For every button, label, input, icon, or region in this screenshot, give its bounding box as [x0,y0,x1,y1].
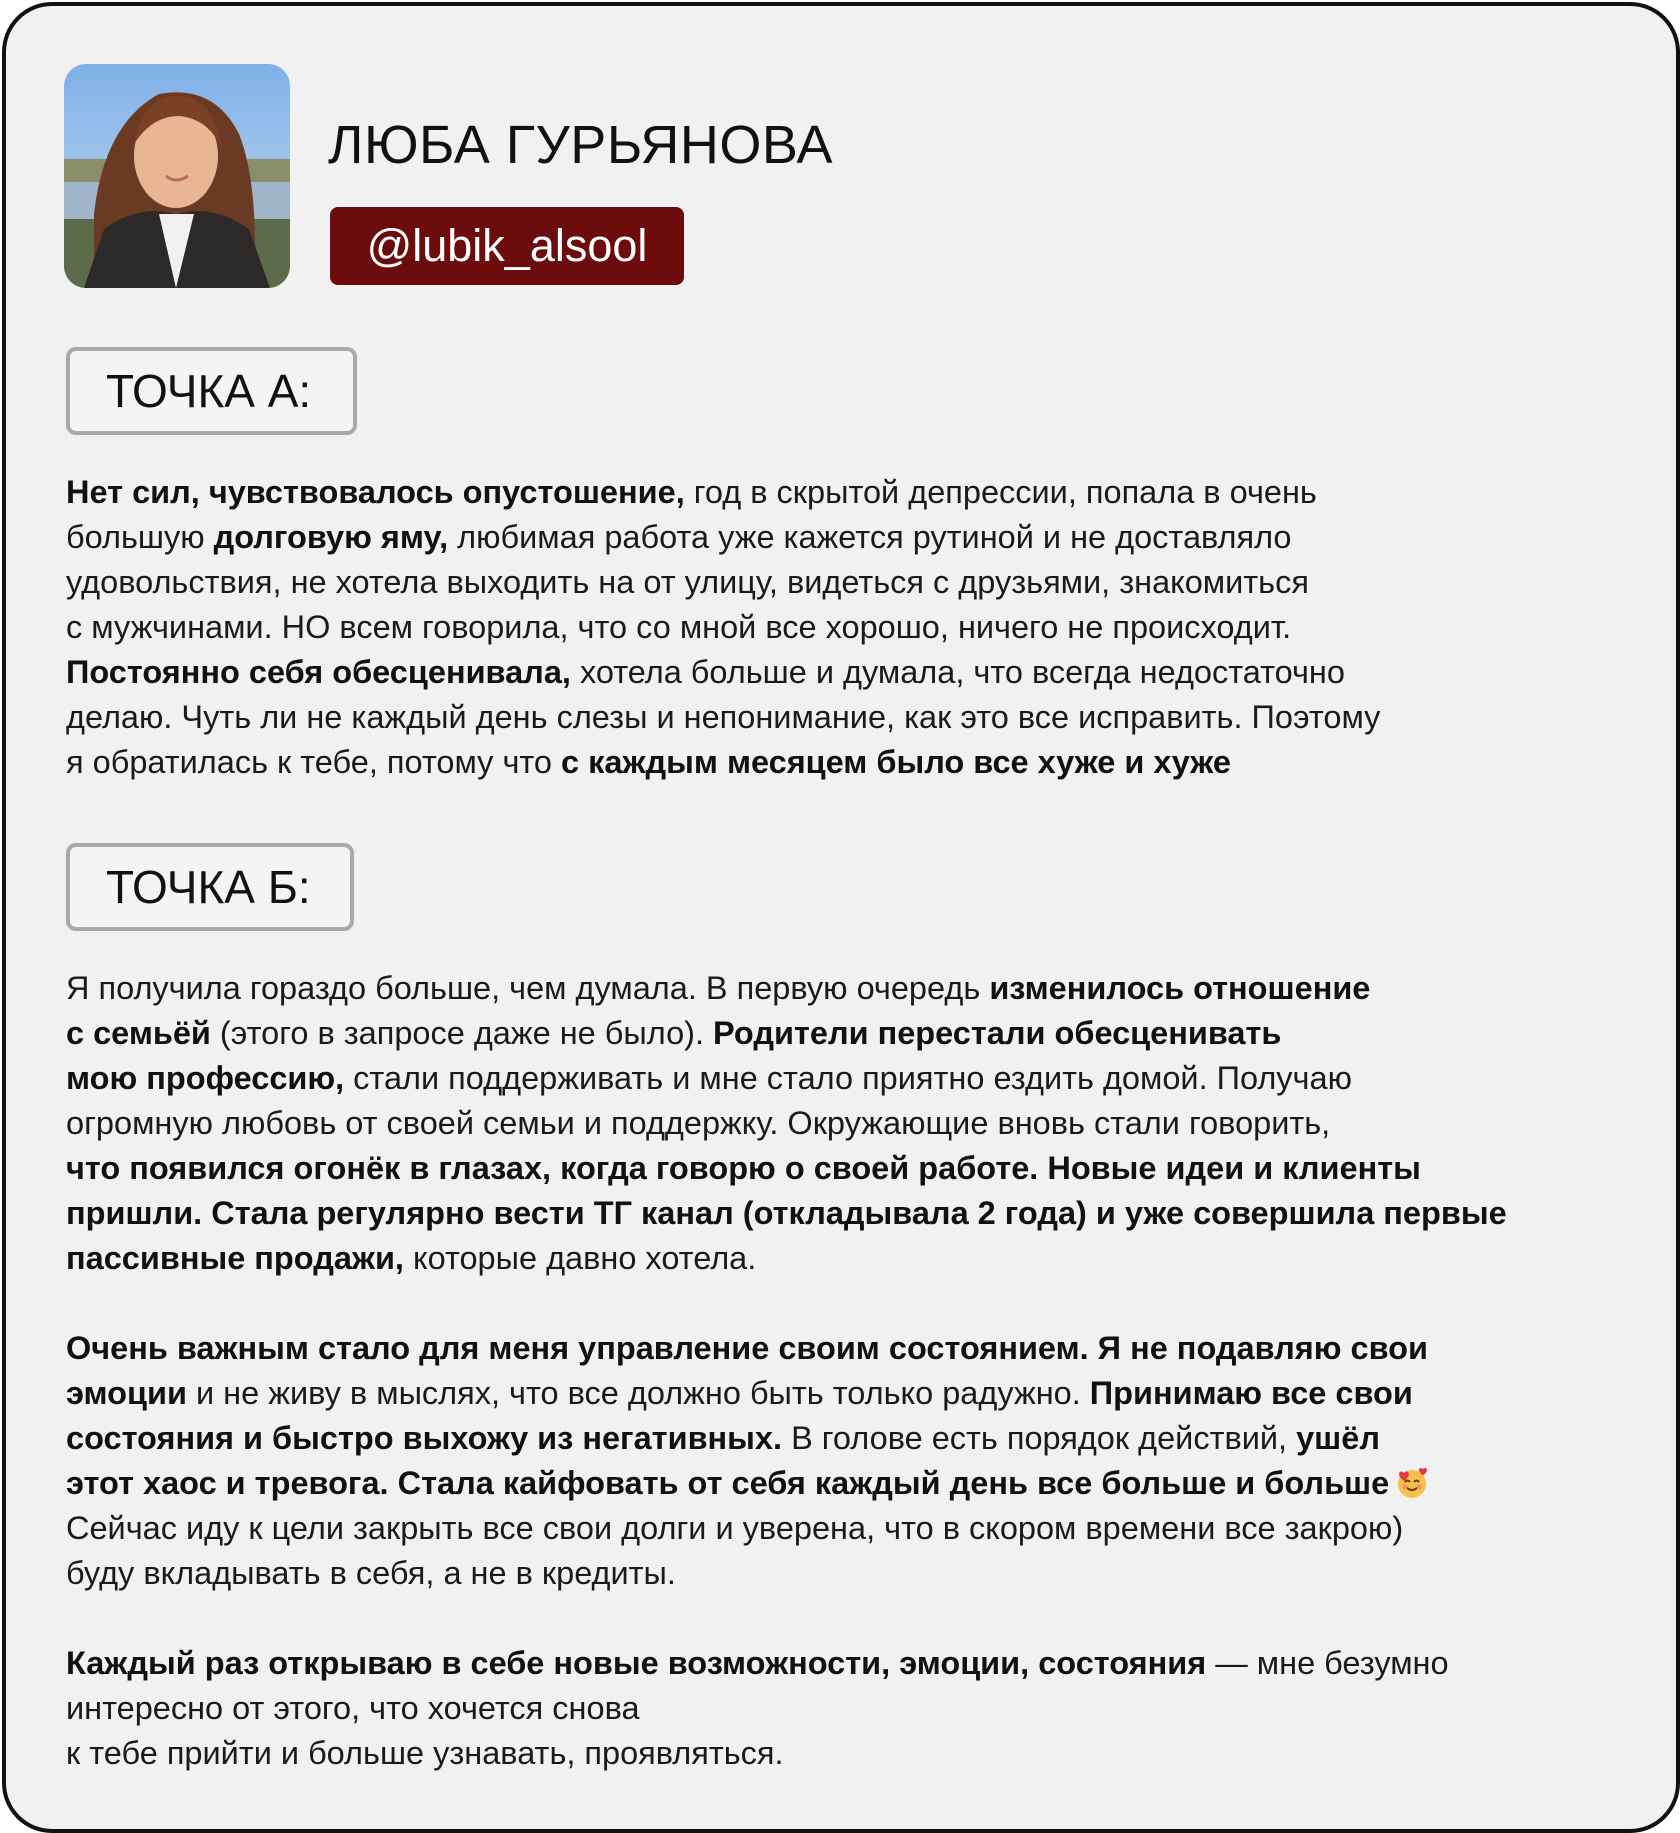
profile-handle-badge[interactable]: @lubik_alsool [330,207,684,285]
point-b-text [66,966,1626,1776]
text-line: большую долговую яму, любимая работа уже кажется рутиной и не доставляло [66,519,1292,555]
text-line: мою профессию, стали поддерживать и мне стало приятно ездить домой. Получаю [66,1060,1352,1096]
profile-name: ЛЮБА ГУРЬЯНОВА [328,115,834,175]
text-line: пассивные продажи, которые давно хотела. [66,1240,757,1276]
review-card [2,2,1680,1833]
text-line: эмоции и не живу в мыслях, что все должно быть только радужно. Принимаю все свои [66,1375,1413,1411]
text-line: что появился огонёк в глазах, когда говорю о своей работе. Новые идеи и клиенты [66,1150,1421,1186]
text-line: Нет сил, чувствовалось опустошение, год в скрытой депрессии, попала в очень [66,474,1317,510]
smiling-face-with-hearts-icon [1395,1466,1429,1500]
text-line: Очень важным стало для меня управление своим состоянием. Я не подавляю свои [66,1330,1428,1366]
text-line: этот хаос и тревога. Стала кайфовать от себя каждый день все больше и больше [66,1461,1626,1506]
text-line: пришли. Стала регулярно вести ТГ канал (откладывала 2 года) и уже совершила первые [66,1195,1507,1231]
point-b-label: ТОЧКА Б: [66,843,354,931]
text-line: Постоянно себя обесценивала, хотела больше и думала, что всегда недостаточно [66,654,1345,690]
point-a-label: ТОЧКА А: [66,347,357,435]
text-line: огромную любовь от своей семьи и поддержку. Окружающие вновь стали говорить, [66,1105,1331,1141]
point-a-text [66,470,1626,785]
text-line: я обратилась к тебе, потому что с каждым месяцем было все хуже и хуже [66,744,1231,780]
text-line: интересно от этого, что хочется снова [66,1690,640,1726]
text-line: буду вкладывать в себя, а не в кредиты. [66,1555,676,1591]
text-line: Каждый раз открываю в себе новые возможности, эмоции, состояния — мне безумно [66,1645,1449,1681]
text-line: делаю. Чуть ли не каждый день слезы и непонимание, как это все исправить. Поэтому [66,699,1381,735]
text-line: с семьёй (этого в запросе даже не было). Родители перестали обесценивать [66,1015,1282,1051]
avatar [64,64,290,288]
text-line: к тебе прийти и больше узнавать, проявляться. [66,1735,784,1771]
text-line: Я получила гораздо больше, чем думала. В первую очередь изменилось отношение [66,970,1371,1006]
text-line: удовольствия, не хотела выходить на от улицу, видеться с друзьями, знакомиться [66,564,1309,600]
text-line: Сейчас иду к цели закрыть все свои долги и уверена, что в скором времени все закрою) [66,1510,1404,1546]
text-line: с мужчинами. НО всем говорила, что со мной все хорошо, ничего не происходит. [66,609,1292,645]
text-line: состояния и быстро выхожу из негативных. В голове есть порядок действий, ушёл [66,1420,1380,1456]
